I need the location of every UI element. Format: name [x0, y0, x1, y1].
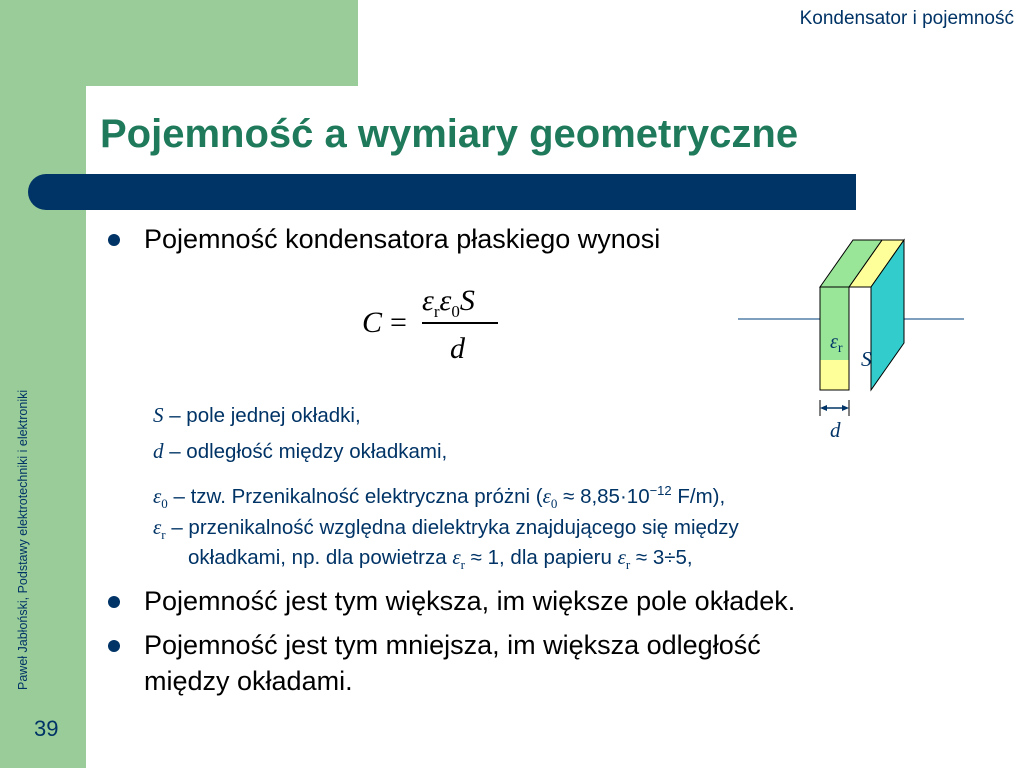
bullet-text: Pojemność kondensatora płaskiego wynosi — [144, 224, 661, 254]
formula-lhs: C — [362, 306, 383, 339]
bullet-dot-icon — [108, 640, 120, 652]
header-title: Kondensator i pojemność — [799, 8, 1014, 29]
distance-d-label: d — [830, 418, 841, 442]
definition-epsilon-0: $\varepsilon_0$ – tzw. Przenikalność elektryczna próżni ($\varepsilon_0 \approx 8,85\cdot 10^{-12}$ F/m), — [153, 483, 726, 511]
definition-d: d – odległość między okładkami, — [153, 439, 448, 463]
epsilon-r-label: $\varepsilon_r$ — [830, 331, 843, 356]
author-sidebar-text: Paweł Jabłoński, Podstawy elektrotechniki i elektroniki — [16, 389, 30, 690]
capacitor-diagram — [730, 230, 970, 450]
definition-epsilon-r-line2: okładkami, np. dla powietrza $\varepsilon_r \approx 1$, dla papieru $\varepsilon_r \approx 3\div 5$, — [188, 545, 693, 573]
formula-equals: = — [390, 306, 407, 339]
bullet-text: między okładami. — [144, 666, 353, 696]
bullet-dot-icon — [108, 234, 120, 246]
front-bottom-highlight — [820, 360, 849, 390]
definition-S: S – pole jednej okładki, — [153, 403, 361, 427]
top-green-band — [0, 0, 358, 86]
area-s-label: S — [861, 347, 872, 371]
slide-title: Pojemność a wymiary geometryczne — [100, 112, 799, 156]
bullet-dot-icon — [108, 596, 120, 608]
title-underline-bar — [28, 174, 856, 210]
bullet-text: Pojemność jest tym większa, im większe pole okładek. — [144, 586, 796, 616]
page-number: 39 — [34, 716, 59, 741]
fraction-line — [422, 322, 498, 324]
bullet-text: Pojemność jest tym mniejsza, im większa odległość — [144, 630, 761, 660]
left-green-band — [0, 0, 86, 768]
formula-numerator: $\varepsilon_r\varepsilon_0S$ — [422, 284, 475, 321]
formula-denominator: d — [450, 332, 465, 365]
definition-epsilon-r: $\varepsilon_r$ – przenikalność względna dielektryka znajdującego się między — [153, 515, 739, 543]
